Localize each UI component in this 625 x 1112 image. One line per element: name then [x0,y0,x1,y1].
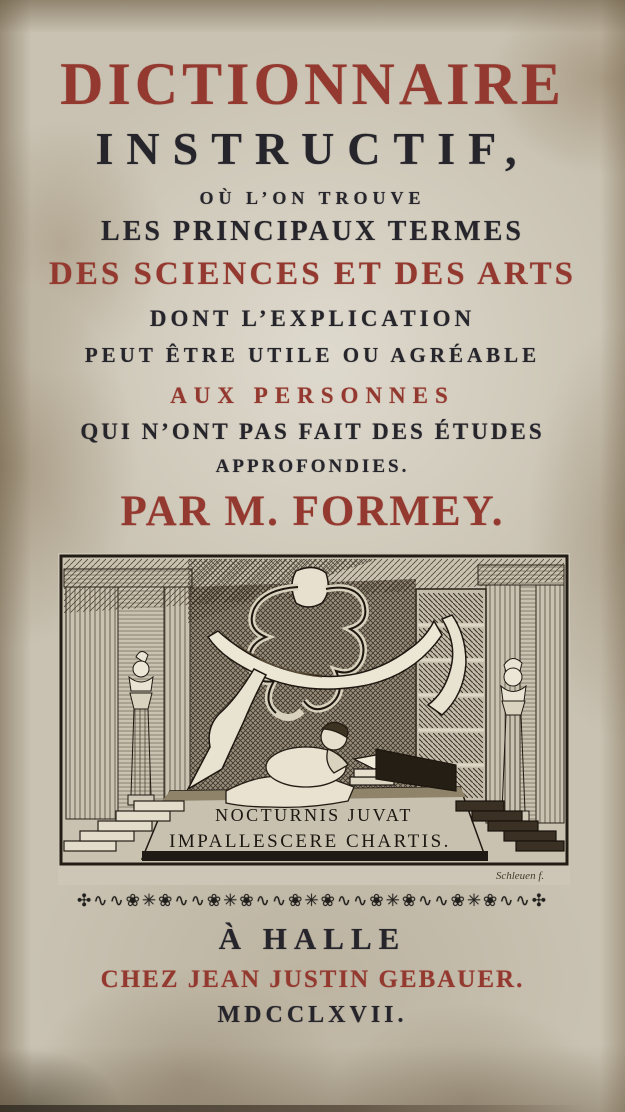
motto-line-1: NOCTURNIS JUVAT [215,805,413,825]
subtitle-line-2: LES PRINCIPAUX TERMES [101,216,524,247]
motto-line-2: IMPALLESCERE CHARTIS. [169,831,451,852]
book-title: DICTIONNAIRE [60,51,565,117]
imprint-publisher: CHEZ JEAN JUSTIN GEBAUER. [100,966,525,993]
engraving-vignette [58,553,570,885]
subtitle-line-3: DES SCIENCES ET DES ARTS [49,256,576,292]
subtitle-line-6: AUX PERSONNES [170,383,455,408]
author-line: PAR M. FORMEY. [120,488,505,535]
engraver-signature: Schleuen f. [495,870,545,882]
subtitle-line-5: PEUT ÊTRE UTILE OU AGRÉABLE [84,343,541,367]
left-pilasters [64,569,192,819]
subtitle-line-1: OÙ L’ON TROUVE [199,188,426,208]
book-subtitle: INSTRUCTIF, [95,123,530,174]
imprint-place: À HALLE [218,921,407,956]
imprint-year: MDCCLXVII. [217,1002,408,1028]
subtitle-line-4: DONT L’EXPLICATION [149,306,476,331]
subtitle-line-7: QUI N’ONT PAS FAIT DES ÉTUDES [80,419,545,444]
ornamental-divider: ✣∿∿❀✳❀∿∿❀✳❀∿∿❀✳❀∿∿❀✳❀∿∿❀✳❀∿∿✣ [76,891,549,911]
library-engraving [58,553,570,885]
subtitle-line-8: APPROFONDIES. [215,456,410,477]
